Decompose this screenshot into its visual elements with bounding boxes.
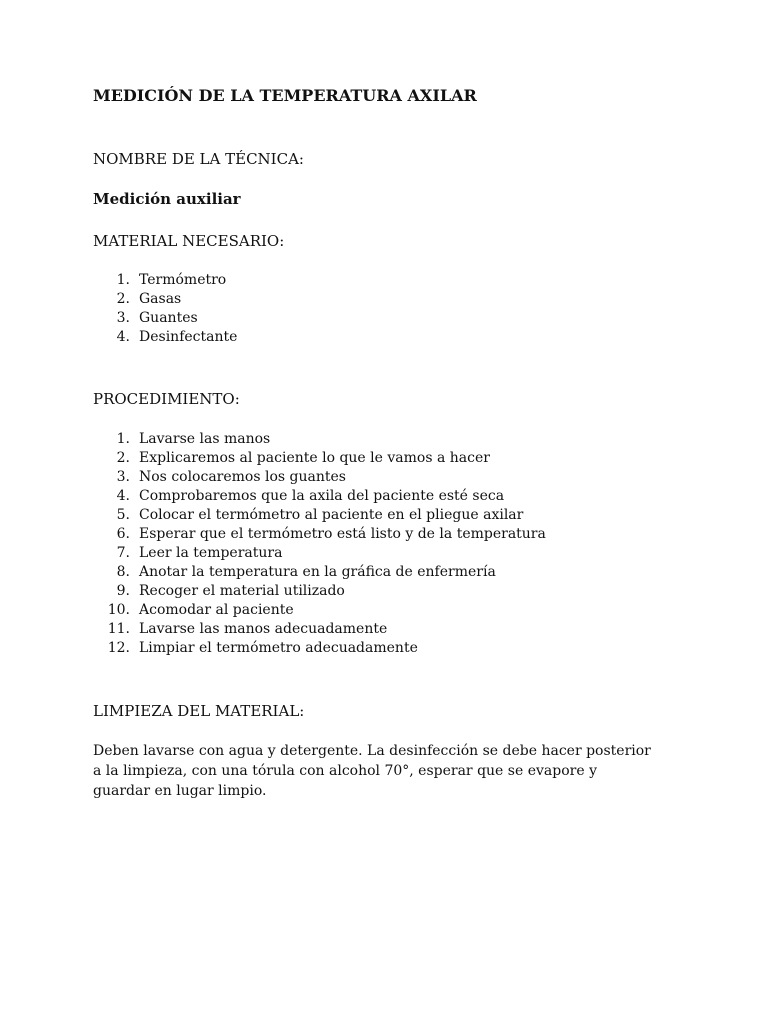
list-item bbox=[93, 271, 237, 290]
list-item-text: Leer la temperatura bbox=[139, 545, 283, 561]
procedure-list bbox=[93, 430, 546, 658]
list-item-text: Guantes bbox=[139, 310, 198, 326]
list-item-text: Colocar el termómetro al paciente en el pliegue axilar bbox=[139, 507, 524, 523]
list-item bbox=[93, 563, 546, 582]
list-item-text: Lavarse las manos adecuadamente bbox=[139, 621, 388, 637]
cleaning-paragraph: Deben lavarse con agua y detergente. La desinfección se debe hacer posterior a la limpieza, con una tórula con alcohol 70°, esperar que se evapore y guardar en lugar limpio. bbox=[93, 743, 651, 799]
procedure-heading: PROCEDIMIENTO: bbox=[93, 390, 240, 408]
list-item-number: 5. bbox=[116, 507, 130, 523]
list-item-number: 2. bbox=[116, 291, 130, 307]
list-item-number: 1. bbox=[116, 431, 130, 447]
list-item bbox=[93, 487, 546, 506]
technique-name: Medición auxiliar bbox=[93, 190, 241, 208]
list-item-text: Lavarse las manos bbox=[139, 431, 271, 447]
list-item bbox=[93, 309, 237, 328]
list-item bbox=[93, 506, 546, 525]
materials-list bbox=[93, 271, 237, 347]
list-item-number: 12. bbox=[107, 640, 130, 656]
list-item-text: Acomodar al paciente bbox=[139, 602, 294, 618]
list-item-text: Desinfectante bbox=[139, 329, 238, 345]
list-item-number: 3. bbox=[116, 469, 130, 485]
list-item-text: Esperar que el termómetro está listo y de la temperatura bbox=[139, 526, 546, 542]
list-item-number: 6. bbox=[116, 526, 130, 542]
list-item-number: 7. bbox=[116, 545, 130, 561]
list-item-number: 3. bbox=[116, 310, 130, 326]
list-item-text: Recoger el material utilizado bbox=[139, 583, 345, 599]
material-heading: MATERIAL NECESARIO: bbox=[93, 232, 285, 250]
list-item bbox=[93, 601, 546, 620]
list-item-number: 1. bbox=[116, 272, 130, 288]
list-item bbox=[93, 430, 546, 449]
list-item bbox=[93, 468, 546, 487]
list-item bbox=[93, 582, 546, 601]
list-item bbox=[93, 449, 546, 468]
list-item-text: Limpiar el termómetro adecuadamente bbox=[139, 640, 418, 656]
list-item bbox=[93, 544, 546, 563]
list-item-number: 9. bbox=[116, 583, 130, 599]
list-item bbox=[93, 639, 546, 658]
list-item-number: 8. bbox=[116, 564, 130, 580]
list-item bbox=[93, 290, 237, 309]
list-item-number: 11. bbox=[107, 621, 130, 637]
list-item-number: 10. bbox=[107, 602, 130, 618]
list-item bbox=[93, 620, 546, 639]
list-item-text: Explicaremos al paciente lo que le vamos a hacer bbox=[139, 450, 490, 466]
list-item-text: Anotar la temperatura en la gráfica de enfermería bbox=[139, 564, 496, 580]
technique-heading: NOMBRE DE LA TÉCNICA: bbox=[93, 150, 304, 168]
list-item-number: 4. bbox=[116, 488, 130, 504]
list-item-text: Nos colocaremos los guantes bbox=[139, 469, 346, 485]
cleaning-heading: LIMPIEZA DEL MATERIAL: bbox=[93, 702, 305, 720]
list-item-number: 4. bbox=[116, 329, 130, 345]
list-item-text: Termómetro bbox=[139, 272, 227, 288]
list-item bbox=[93, 328, 237, 347]
list-item-number: 2. bbox=[116, 450, 130, 466]
list-item bbox=[93, 525, 546, 544]
list-item-text: Comprobaremos que la axila del paciente esté seca bbox=[139, 488, 505, 504]
document-title: MEDICIÓN DE LA TEMPERATURA AXILAR bbox=[93, 86, 477, 105]
list-item-text: Gasas bbox=[139, 291, 182, 307]
